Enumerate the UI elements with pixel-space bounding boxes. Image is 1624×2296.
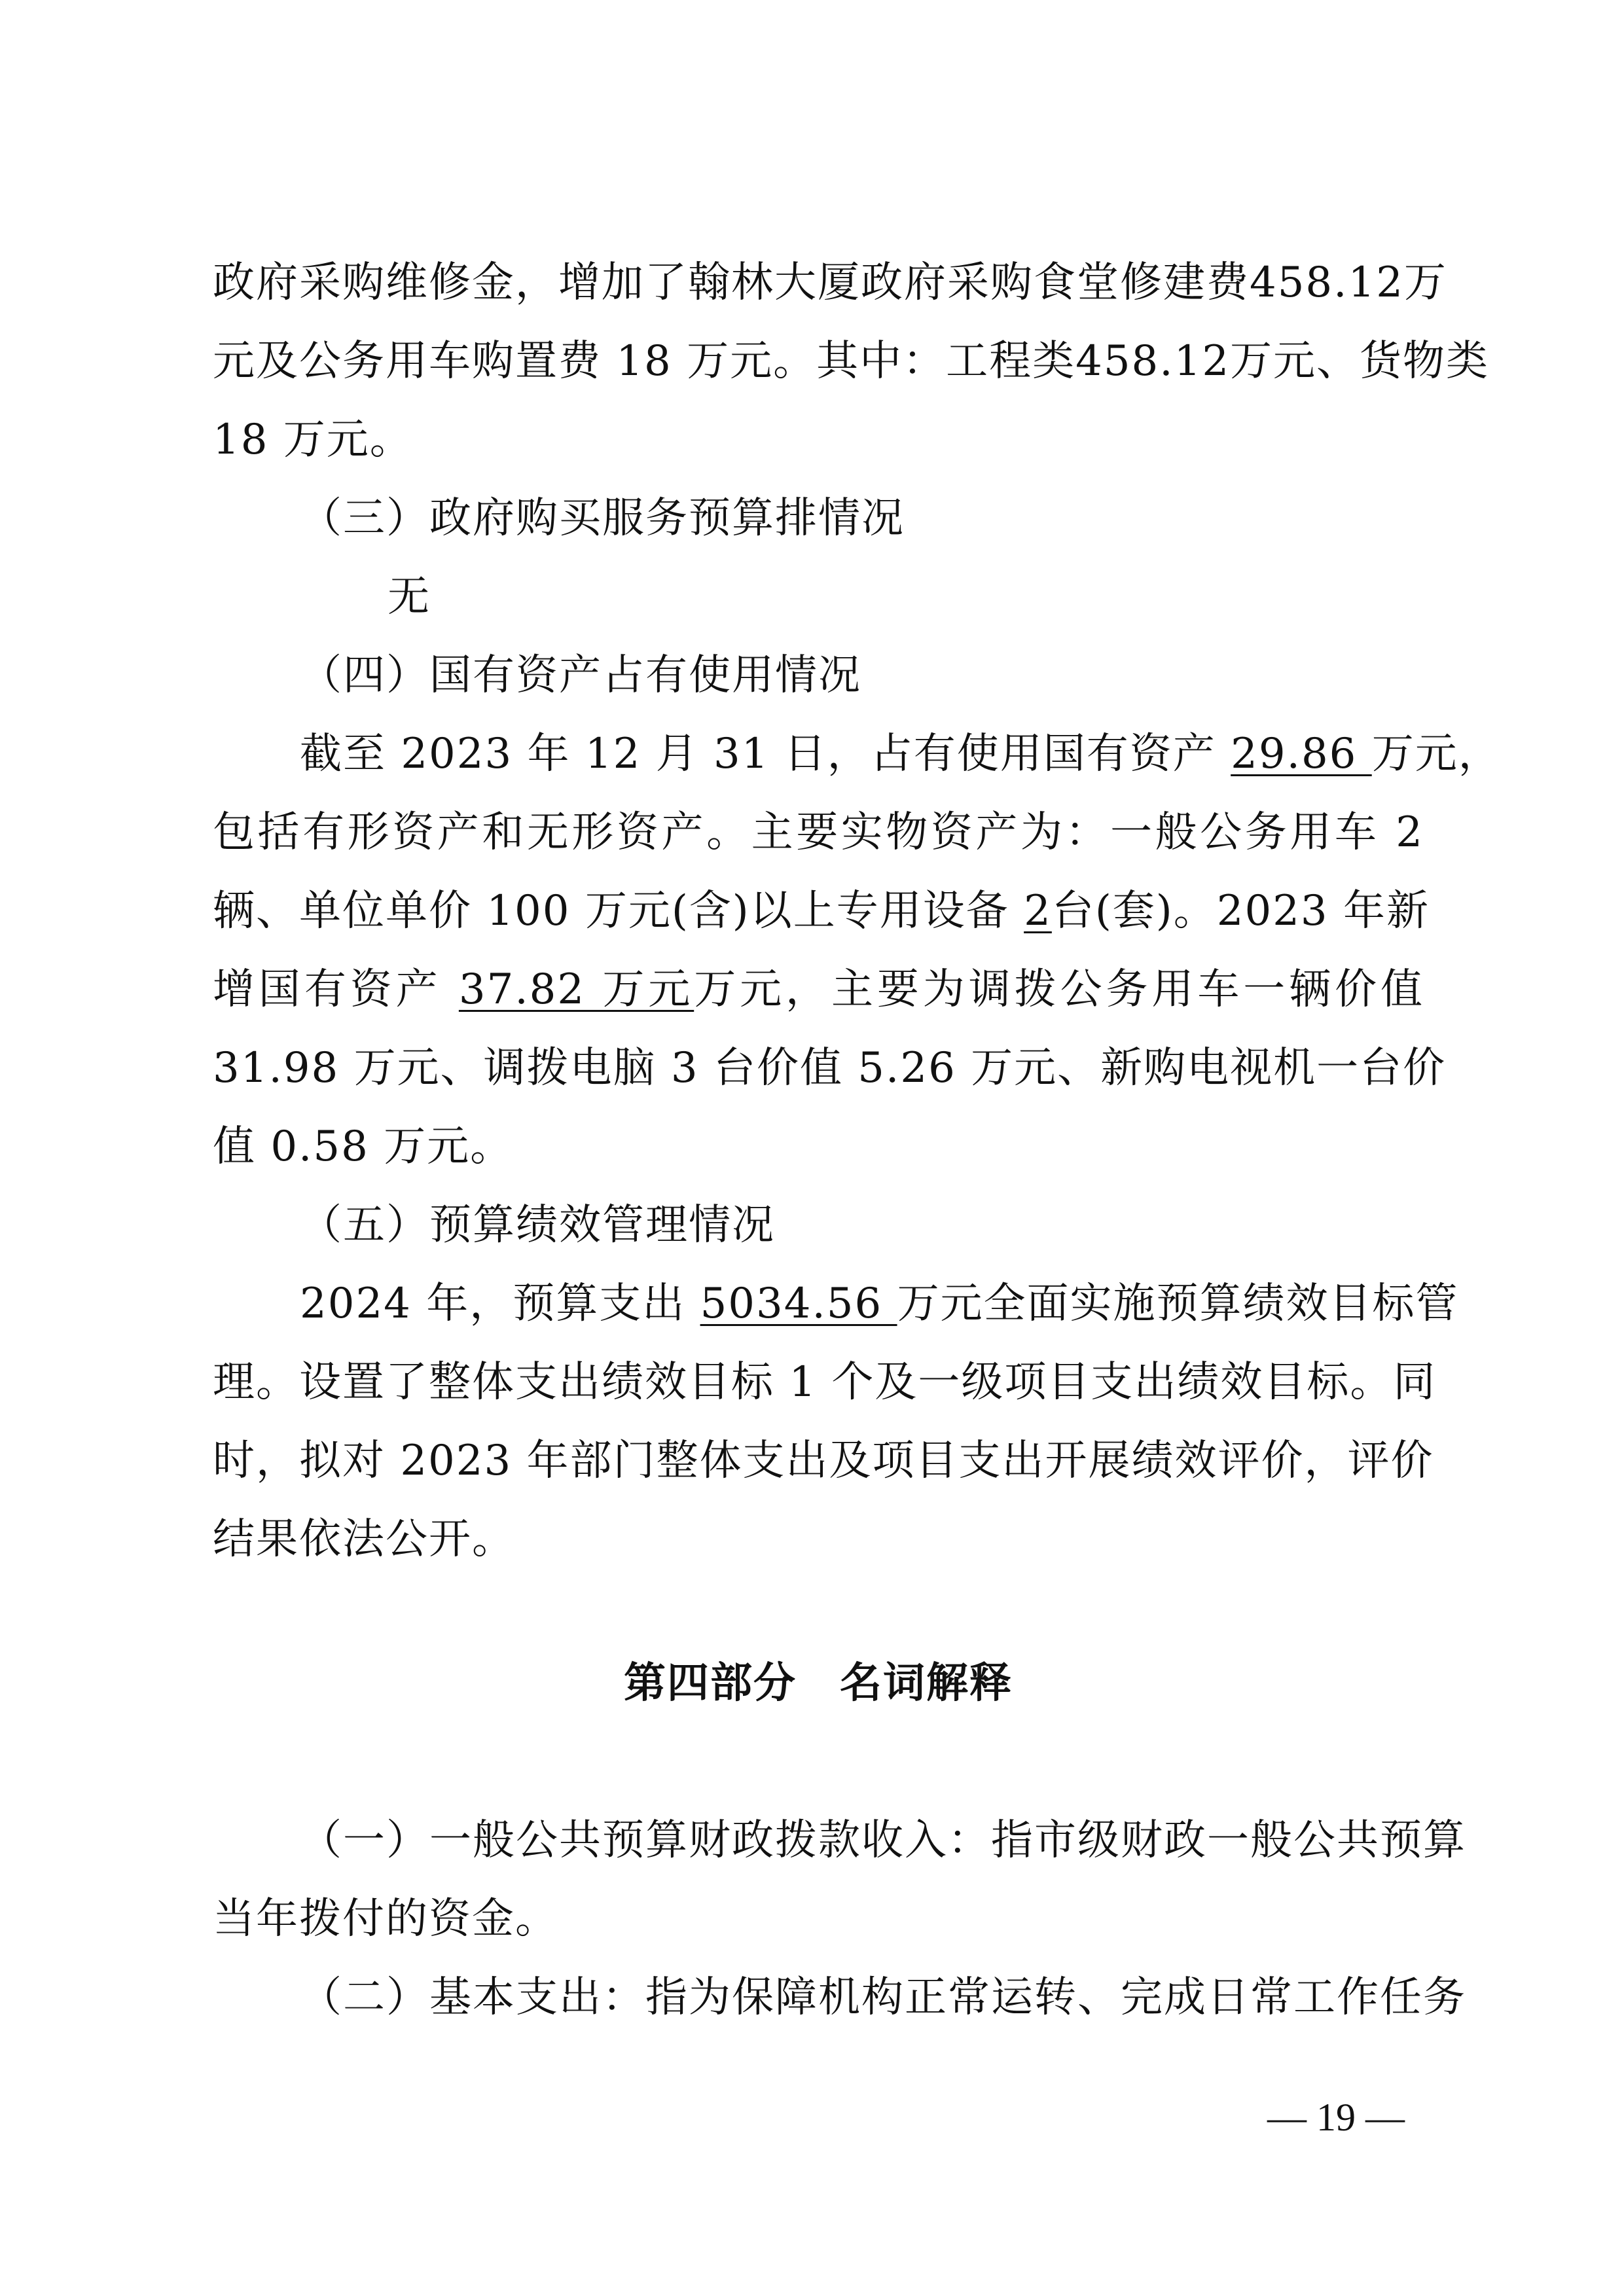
text-run: 万元全面实施预算绩效目标管: [897, 1280, 1459, 1328]
text-run: 台(套)。2023 年新: [1051, 887, 1430, 935]
part-heading: 第四部分 名词解释: [624, 1659, 1013, 1708]
text-run: 万元，: [1371, 730, 1502, 778]
paragraph-line: [213, 965, 1424, 1014]
underlined-value: 37.82 万元: [458, 965, 695, 1014]
section-title-5: （五）预算绩效管理情况: [300, 1201, 775, 1249]
paragraph-line: 政府采购维修金，增加了翰林大厦政府采购食堂修建费458.12万: [213, 259, 1447, 307]
text-run: 增国有资产: [213, 965, 442, 1014]
spacer: [213, 1704, 1424, 1820]
paragraph-line: 元及公务用车购置费 18 万元。其中：工程类458.12万元、货物类: [213, 337, 1490, 386]
text-run: 辆、单位单价 100 万元(含)以上专用设备: [213, 887, 1009, 935]
definition-line: （二）基本支出：指为保障机构正常运转、完成日常工作任务: [300, 1973, 1466, 2022]
page-body: [213, 259, 1502, 2055]
paragraph-line: 31.98 万元、调拨电脑 3 台价值 5.26 万元、新购电视机一台价: [213, 1044, 1447, 1092]
paragraph-line: [213, 730, 1502, 778]
paragraph-line: [213, 1280, 1459, 1328]
section-title-4: （四）国有资产占有使用情况: [300, 651, 861, 700]
underlined-value: 29.86: [1231, 730, 1372, 778]
section-title-3: （三）政府购买服务预算排情况: [300, 494, 905, 543]
paragraph-line: 理。设置了整体支出绩效目标 1 个及一级项目支出绩效目标。同: [213, 1358, 1437, 1407]
paragraph-line: [213, 887, 1430, 935]
paragraph-line: 时，拟对 2023 年部门整体支出及项目支出开展绩效评价，评价: [213, 1437, 1434, 1485]
definition-line: （一）一般公共预算财政拨款收入：指市级财政一般公共预算: [300, 1816, 1466, 1865]
underlined-value: 5034.56: [700, 1280, 897, 1328]
paragraph-line: 结果依法公开。: [213, 1515, 515, 1564]
page-number: — 19 —: [1267, 2096, 1405, 2139]
text-run: 2024 年，预算支出: [300, 1280, 686, 1328]
definition-line: 当年拨付的资金。: [213, 1895, 558, 1943]
paragraph-line: 包括有形资产和无形资产。主要实物资产为：一般公务用车 2: [213, 808, 1424, 857]
paragraph-line: 18 万元。: [213, 416, 413, 464]
text-run: 截至 2023 年 12 月 31 日，占有使用国有资产: [300, 730, 1216, 778]
section-3-content: 无: [388, 573, 431, 621]
paragraph-line: 值 0.58 万元。: [213, 1122, 514, 1171]
text-run: 万元，主要为调拨公务用车一辆价值: [694, 965, 1424, 1014]
underlined-value: 2: [1024, 887, 1052, 935]
spacer: [213, 1597, 1424, 1662]
